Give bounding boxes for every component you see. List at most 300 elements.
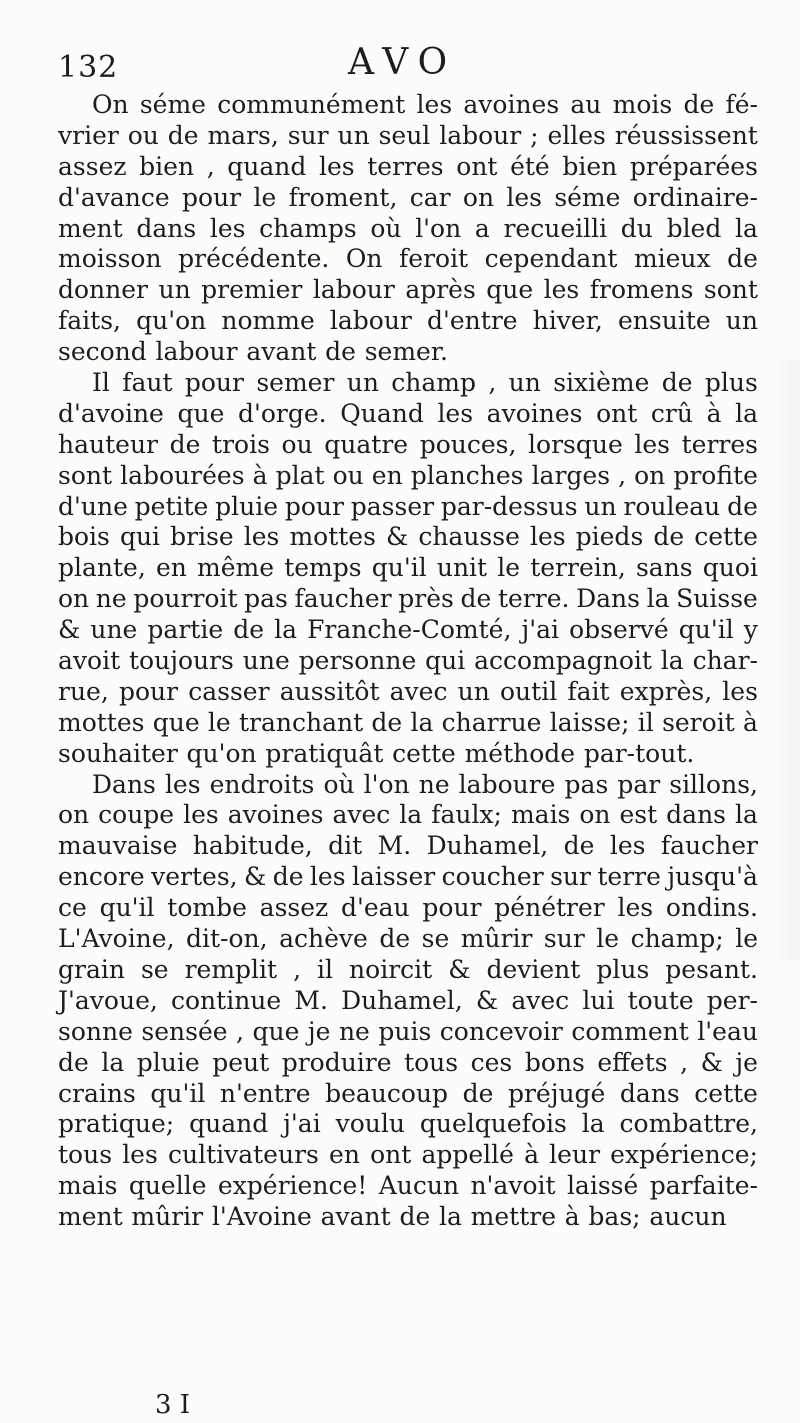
word: mars,	[207, 120, 279, 150]
word: les	[183, 800, 219, 830]
word: On	[345, 244, 383, 274]
word: de	[325, 337, 356, 367]
word: séme	[554, 182, 621, 212]
word: se	[421, 924, 450, 954]
text-line	[58, 862, 758, 893]
word: pluie	[136, 1047, 200, 1077]
word: laisse;	[549, 707, 630, 737]
word: de	[563, 831, 595, 861]
word: J'avoue,	[58, 985, 158, 1015]
word: crains	[58, 1078, 136, 1108]
word: de	[371, 707, 403, 737]
word: bois	[58, 522, 110, 552]
word: per-	[706, 985, 758, 1015]
word: fromens	[589, 275, 694, 305]
word: qu'on	[136, 306, 207, 336]
word: passer	[350, 491, 435, 521]
word: pour	[184, 368, 244, 398]
word: le	[497, 553, 521, 583]
word: endroits	[209, 769, 315, 799]
text-line	[58, 430, 758, 461]
word: cette	[392, 738, 456, 768]
word: les	[543, 275, 580, 305]
word: ou	[127, 120, 159, 150]
word: de	[58, 1047, 89, 1077]
word: une	[90, 615, 138, 645]
word: terrein,	[530, 553, 626, 583]
word: mettre	[470, 1202, 557, 1232]
word: l'on	[415, 213, 462, 243]
word: terre	[597, 862, 661, 892]
word: l'eau	[697, 1016, 758, 1046]
word: cependant	[484, 244, 618, 274]
word: labour	[312, 275, 395, 305]
word: ont	[456, 151, 498, 181]
word: faits,	[58, 306, 121, 336]
word: peut	[212, 1047, 270, 1077]
word: dans	[666, 800, 727, 830]
word: devient	[486, 954, 581, 984]
word: vertes,	[151, 862, 238, 892]
word: cette	[694, 1078, 758, 1108]
word: après	[405, 275, 476, 305]
word: mûrir	[131, 1202, 204, 1232]
word: n'entre	[219, 1078, 311, 1108]
text-line	[58, 1109, 758, 1140]
word: on	[634, 460, 666, 490]
word: de	[233, 615, 265, 645]
word: crû	[650, 398, 693, 428]
word: même	[197, 553, 275, 583]
text-line	[58, 1171, 758, 1202]
word: avec	[389, 676, 448, 706]
word: laisser	[351, 862, 436, 892]
word: de	[661, 368, 693, 398]
word: sur	[550, 862, 591, 892]
paragraph	[58, 770, 758, 1233]
word: avec	[511, 985, 570, 1015]
word: dans	[619, 1078, 680, 1108]
word: j'ai	[283, 1109, 321, 1139]
word: les	[209, 213, 246, 243]
word: qu'on	[186, 738, 257, 768]
word: l'on	[363, 769, 410, 799]
word: que	[152, 707, 200, 737]
word: ,	[618, 460, 627, 490]
word: nomme	[221, 306, 315, 336]
word: un	[725, 306, 758, 336]
word: labour	[329, 306, 412, 336]
text-line	[58, 800, 758, 831]
word: un	[346, 368, 379, 398]
word: mûrir	[460, 924, 533, 954]
word: avoit	[58, 646, 121, 676]
word: à	[524, 1140, 540, 1170]
text-line	[58, 214, 758, 245]
word: mais	[510, 800, 571, 830]
word: communément	[217, 90, 406, 119]
word: quand	[227, 151, 307, 181]
word: pourroit	[133, 584, 238, 614]
word: outil	[500, 676, 558, 706]
word: hiver,	[532, 306, 603, 336]
word: second	[58, 337, 147, 367]
word: &	[58, 615, 81, 645]
word: quelquefois	[419, 1109, 567, 1139]
word: assez	[58, 151, 127, 181]
word: d'orge.	[237, 398, 327, 428]
word: champ;	[630, 924, 724, 954]
word: ne	[418, 769, 450, 799]
word: champ	[391, 368, 477, 398]
text-line	[58, 275, 758, 306]
word: n'avoit	[470, 1171, 556, 1201]
word: été	[510, 151, 550, 181]
word: quelle	[128, 1171, 207, 1201]
word: le	[596, 924, 620, 954]
word: plus	[704, 368, 758, 398]
word: Quand	[340, 398, 424, 428]
word: encore	[58, 862, 145, 892]
word: seroit	[662, 707, 735, 737]
word: coucher	[441, 862, 544, 892]
word: un	[337, 120, 370, 150]
word: faut	[122, 368, 173, 398]
word: il	[637, 707, 654, 737]
word: plat	[275, 460, 325, 490]
text-line	[58, 584, 758, 615]
word: ces	[470, 1047, 513, 1077]
word: larges	[531, 460, 611, 490]
word: petite	[134, 491, 209, 521]
word: mottes	[289, 522, 376, 552]
word: ne	[95, 584, 127, 614]
text-line	[58, 646, 758, 677]
word: de	[462, 1078, 494, 1108]
word: concevoir	[439, 1016, 563, 1046]
word: je	[735, 1047, 758, 1077]
word: à	[564, 1202, 580, 1232]
word: L'Avoine,	[58, 924, 175, 954]
word: leur	[549, 1140, 601, 1170]
page-number: 132	[58, 50, 119, 85]
word: d'une	[58, 491, 128, 521]
word: terres	[367, 151, 444, 181]
word: se	[140, 954, 169, 984]
word: de	[727, 491, 758, 521]
word: expérience!	[217, 1171, 368, 1201]
word: assez	[259, 893, 329, 923]
word: produire	[281, 1047, 392, 1077]
word: lui	[582, 985, 615, 1015]
word: Suisse	[676, 584, 758, 614]
text-line	[58, 461, 758, 492]
word: pesant.	[665, 954, 758, 984]
word: mottes	[58, 707, 145, 737]
word: partie	[147, 615, 224, 645]
word: par-dessus	[440, 491, 578, 521]
word: terre.	[497, 584, 570, 614]
word: d'avance	[58, 182, 170, 212]
word: pour	[284, 491, 344, 521]
word: ,	[293, 954, 302, 984]
word: lorsque	[528, 429, 623, 459]
word: dit-on,	[186, 924, 268, 954]
word: où	[370, 213, 402, 243]
word: moisson	[58, 244, 162, 274]
word: froment,	[288, 182, 398, 212]
word: pénétrer	[494, 893, 605, 923]
word: les	[319, 151, 355, 181]
word: &	[386, 522, 409, 552]
word: tombe	[167, 893, 247, 923]
word: expérience;	[610, 1140, 758, 1170]
word: ont	[596, 398, 638, 428]
word: est	[619, 800, 658, 830]
word: séme	[139, 90, 206, 119]
word: pas	[244, 584, 288, 614]
word: le	[735, 924, 758, 954]
word: préparées	[629, 151, 758, 181]
word: pratiquât	[265, 738, 384, 768]
word: qu'il	[150, 1078, 206, 1108]
word: l'Avoine	[211, 1202, 312, 1232]
word: accompagnoit	[474, 646, 652, 676]
word: ensuite	[618, 306, 711, 336]
text-line	[58, 955, 758, 986]
word: brise	[170, 522, 234, 552]
word: seul	[378, 120, 431, 150]
word: comment	[571, 1016, 689, 1046]
text-line	[58, 739, 758, 770]
word: à	[252, 460, 268, 490]
text-line	[58, 1079, 758, 1110]
word: de	[399, 1202, 431, 1232]
text-line	[58, 770, 758, 801]
word: planches	[410, 460, 524, 490]
word: ment	[58, 1202, 123, 1232]
word: les	[437, 398, 474, 428]
word: j'ai	[521, 615, 560, 645]
word: les	[164, 769, 201, 799]
word: pour	[182, 182, 242, 212]
text-line	[58, 893, 758, 924]
word: laissé	[566, 1171, 639, 1201]
word: de	[167, 120, 199, 150]
word: les	[617, 893, 654, 923]
word: la	[399, 800, 423, 830]
word: de	[727, 244, 758, 274]
word: en	[371, 460, 403, 490]
word: à	[706, 398, 722, 428]
word: toujours	[129, 646, 234, 676]
word: charrue	[441, 707, 542, 737]
word: rue,	[58, 676, 109, 706]
word: fait	[567, 676, 610, 706]
word: ;	[530, 120, 539, 150]
text-line	[58, 90, 758, 121]
word: Dans	[576, 584, 640, 614]
text-line	[58, 1140, 758, 1171]
word: au	[570, 90, 602, 119]
word: mais	[58, 1171, 118, 1201]
word: avec	[332, 800, 391, 830]
word: les	[416, 90, 453, 119]
word: pouces,	[419, 429, 517, 459]
word: ou	[332, 460, 364, 490]
word: quoi	[702, 553, 758, 583]
word: la	[646, 584, 670, 614]
word: laboure	[458, 769, 556, 799]
paragraph	[58, 90, 758, 368]
word: elles	[547, 120, 606, 150]
word: avoines	[227, 800, 324, 830]
word: ordinaire-	[632, 182, 758, 212]
word: ,	[488, 368, 497, 398]
word: labourées	[120, 460, 245, 490]
word: les	[529, 522, 566, 552]
word: sont	[58, 460, 113, 490]
word: préjugé	[507, 1078, 606, 1108]
word: sans	[635, 553, 693, 583]
word: le	[207, 707, 231, 737]
word: en	[155, 553, 187, 583]
text-line	[58, 152, 758, 183]
word: noircit	[349, 954, 433, 984]
word: labour	[155, 337, 238, 367]
word: souhaiter	[58, 738, 178, 768]
word: ondins.	[665, 893, 758, 923]
text-line	[58, 183, 758, 214]
word: rouleau	[623, 491, 721, 521]
word: fé-	[725, 90, 758, 119]
word: on	[462, 182, 495, 212]
word: continue	[171, 985, 282, 1015]
word: tranchant	[238, 707, 364, 737]
word: toute	[627, 985, 694, 1015]
word: par-tout.	[583, 738, 695, 768]
word: labour	[439, 120, 522, 150]
word: la	[735, 398, 758, 428]
word: où	[323, 769, 355, 799]
word: qu'il	[678, 615, 734, 645]
word: du	[620, 213, 653, 243]
word: qui	[425, 646, 466, 676]
word: bled	[666, 213, 722, 243]
word: les	[634, 429, 671, 459]
word: temps	[284, 553, 362, 583]
signature-mark: 3 I	[155, 1390, 191, 1420]
text-line	[58, 986, 758, 1017]
word: On	[92, 90, 129, 119]
word: plus	[596, 954, 650, 984]
paragraph	[58, 368, 758, 770]
word: parfaite-	[649, 1171, 758, 1201]
word: premier	[201, 275, 303, 305]
text-line	[58, 368, 758, 399]
page-header	[58, 42, 758, 94]
text-line	[58, 831, 758, 862]
word: il	[317, 954, 334, 984]
word: faucher	[660, 831, 758, 861]
word: exprès,	[619, 676, 713, 706]
word: que	[177, 398, 225, 428]
word: voulu	[335, 1109, 405, 1139]
word: achève	[279, 924, 368, 954]
word: un	[457, 676, 490, 706]
word: les	[609, 831, 646, 861]
text-line	[58, 677, 758, 708]
word: champs	[259, 213, 357, 243]
word: bons	[524, 1047, 585, 1077]
word: a	[474, 213, 490, 243]
word: Duhamel,	[341, 985, 463, 1015]
word: ment	[58, 213, 123, 243]
word: sonne	[58, 1016, 133, 1046]
word: Il	[92, 368, 110, 398]
word: la	[735, 800, 758, 830]
text-line	[58, 244, 758, 275]
word: ,	[206, 151, 215, 181]
word: faulx;	[431, 800, 502, 830]
word: ou	[281, 429, 313, 459]
word: remplit	[184, 954, 278, 984]
word: les	[309, 862, 346, 892]
word: faucher	[294, 584, 392, 614]
word: à	[743, 707, 758, 737]
word: de	[272, 862, 304, 892]
word: la	[660, 646, 684, 676]
word: par	[617, 769, 661, 799]
word: la	[439, 1202, 462, 1232]
word: sillons,	[669, 769, 758, 799]
word: observé	[569, 615, 669, 645]
word: appellé	[421, 1140, 514, 1170]
word: effets	[597, 1047, 668, 1077]
word: tous	[404, 1047, 459, 1077]
word: la	[101, 1047, 125, 1077]
word: profite	[673, 460, 758, 490]
word: une	[242, 646, 290, 676]
word: sont	[703, 275, 758, 305]
word: Aucun	[378, 1171, 460, 1201]
word: bien	[562, 151, 618, 181]
text-line	[58, 924, 758, 955]
word: coupe	[98, 800, 175, 830]
word: y	[743, 615, 758, 645]
word: ne	[338, 1016, 370, 1046]
word: de	[460, 584, 492, 614]
word: bas;	[588, 1202, 641, 1232]
word: combattre,	[619, 1109, 758, 1139]
word: de	[653, 522, 685, 552]
word: plante,	[58, 553, 146, 583]
word: mauvaise	[58, 831, 178, 861]
word: chausse	[418, 522, 520, 552]
word: sensée	[141, 1016, 228, 1046]
word: qu'il	[99, 893, 155, 923]
word: puis	[378, 1016, 432, 1046]
text-line	[58, 1202, 758, 1233]
text-line	[58, 522, 758, 553]
word: &	[448, 954, 471, 984]
word: hauteur	[58, 429, 158, 459]
body-text	[58, 90, 758, 1233]
word: &	[244, 862, 267, 892]
word: donner	[58, 275, 149, 305]
word: la	[581, 1109, 605, 1139]
word: jusqu'à	[667, 862, 758, 892]
